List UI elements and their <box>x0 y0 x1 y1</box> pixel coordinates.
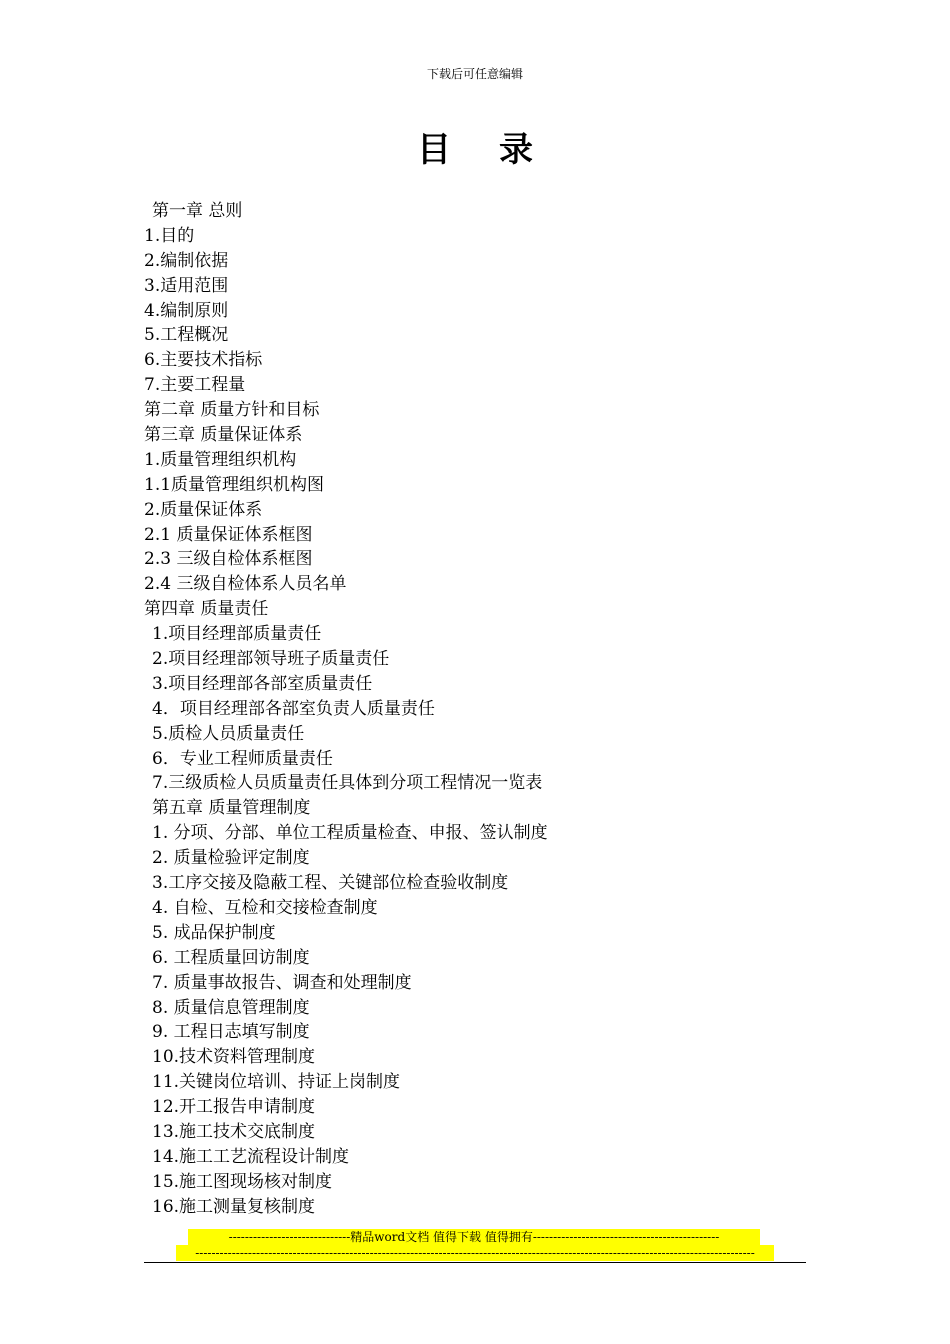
toc-entry: 14.施工工艺流程设计制度 <box>152 1146 350 1167</box>
toc-entry: 15.施工图现场核对制度 <box>152 1171 333 1192</box>
toc-entry: 13.施工技术交底制度 <box>152 1121 316 1142</box>
toc-entry: 3.工序交接及隐蔽工程、关键部位检查验收制度 <box>152 873 509 894</box>
toc-entry: 第二章 质量方针和目标 <box>144 400 320 421</box>
toc-entry: 7.三级质检人员质量责任具体到分项工程情况一览表 <box>152 773 543 794</box>
table-of-contents <box>144 199 548 1220</box>
toc-entry: 4.编制原则 <box>144 300 229 321</box>
toc-entry: 5.质检人员质量责任 <box>152 723 305 744</box>
toc-entry: 1.质量管理组织机构 <box>144 449 297 470</box>
toc-entry: 9. 工程日志填写制度 <box>152 1022 310 1043</box>
page-header-note: 下载后可任意编辑 <box>426 67 523 81</box>
toc-entry: 第一章 总则 <box>152 201 243 221</box>
toc-entry: 6.主要技术指标 <box>144 350 263 371</box>
toc-entry: 4．项目经理部各部室负责人质量责任 <box>152 698 435 719</box>
toc-entry: 第三章 质量保证体系 <box>144 425 303 446</box>
toc-entry: 7. 质量事故报告、调查和处理制度 <box>152 972 412 993</box>
toc-entry: 2. 质量检验评定制度 <box>152 848 310 869</box>
footer-banner-line-2: ------------------------------------------------------------------------------------------------------------------------------------------ <box>176 1245 774 1261</box>
footer-divider <box>144 1262 806 1263</box>
footer-banner-line-1: ------------------------------精品word文档 值得下载 值得拥有---------------------------------------------- <box>188 1229 760 1245</box>
toc-entry: 5. 成品保护制度 <box>152 922 276 943</box>
toc-entry: 16.施工测量复核制度 <box>152 1196 316 1217</box>
toc-entry: 3.项目经理部各部室质量责任 <box>152 673 373 694</box>
toc-entry: 1. 分项、分部、单位工程质量检查、申报、签认制度 <box>152 823 548 844</box>
toc-entry: 1.1质量管理组织机构图 <box>144 474 325 495</box>
toc-entry: 11.关键岗位培训、持证上岗制度 <box>152 1072 401 1093</box>
toc-entry: 2.1 质量保证体系框图 <box>144 524 313 545</box>
toc-entry: 第四章 质量责任 <box>144 599 269 620</box>
toc-entry: 5.工程概况 <box>144 325 229 346</box>
toc-entry: 4. 自检、互检和交接检查制度 <box>152 897 378 918</box>
toc-entry: 10.技术资料管理制度 <box>152 1047 316 1068</box>
toc-entry: 1.目的 <box>144 225 195 246</box>
toc-entry: 2.3 三级自检体系框图 <box>144 549 313 570</box>
toc-entry: 2.项目经理部领导班子质量责任 <box>152 649 390 670</box>
toc-entry: 2.质量保证体系 <box>144 499 263 520</box>
toc-entry: 第五章 质量管理制度 <box>152 798 311 819</box>
toc-entry: 7.主要工程量 <box>144 375 246 396</box>
toc-entry: 12.开工报告申请制度 <box>152 1097 316 1118</box>
toc-entry: 6. 工程质量回访制度 <box>152 947 310 968</box>
toc-entry: 1.项目经理部质量责任 <box>152 624 322 645</box>
toc-entry: 8. 质量信息管理制度 <box>152 997 310 1018</box>
toc-entry: 3.适用范围 <box>144 275 229 296</box>
toc-entry: 6．专业工程师质量责任 <box>152 748 333 769</box>
toc-entry: 2.编制依据 <box>144 250 229 271</box>
page-title: 目录 <box>417 130 581 170</box>
toc-entry: 2.4 三级自检体系人员名单 <box>144 574 347 595</box>
